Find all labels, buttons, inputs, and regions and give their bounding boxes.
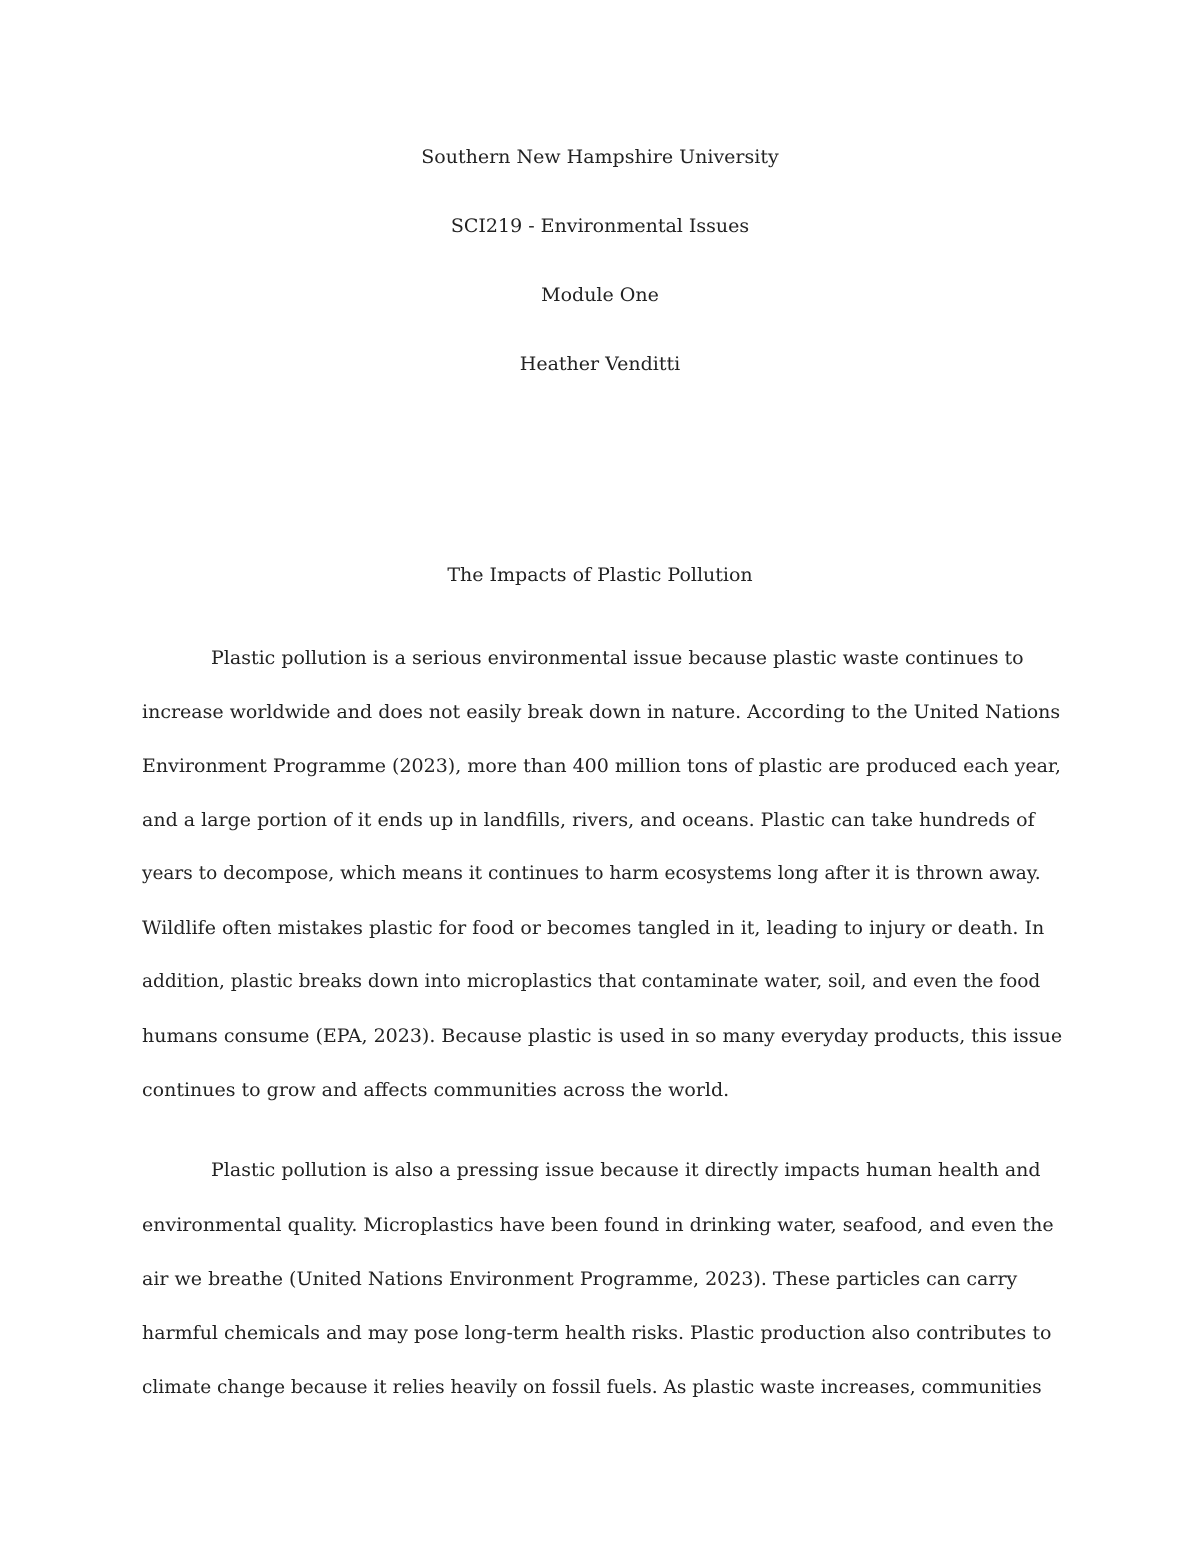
paragraph-2-line: harmful chemicals and may pose long-term health risks. Plastic production also contributes to — [142, 1322, 1052, 1344]
paragraph-1-line: Wildlife often mistakes plastic for food or becomes tangled in it, leading to injury or death. In — [142, 917, 1045, 939]
paragraph-2-line: air we breathe (United Nations Environment Programme, 2023). These particles can carry — [142, 1268, 1018, 1290]
course-title: SCI219 - Environmental Issues — [450, 215, 750, 237]
paragraph-1-line: Environment Programme (2023), more than 400 million tons of plastic are produced each year, — [142, 755, 1061, 777]
author-name: Heather Venditti — [519, 353, 681, 375]
paragraph-1-line: continues to grow and affects communities across the world. — [142, 1079, 730, 1101]
paragraph-1-line: Plastic pollution is a serious environmental issue because plastic waste continues to — [211, 647, 1024, 669]
paragraph-1-line: increase worldwide and does not easily break down in nature. According to the United Nations — [142, 701, 1061, 723]
essay-title: The Impacts of Plastic Pollution — [447, 564, 753, 586]
paragraph-1-line: addition, plastic breaks down into microplastics that contaminate water, soil, and even the food — [142, 971, 1041, 992]
paragraph-1-line: years to decompose, which means it continues to harm ecosystems long after it is thrown away. — [142, 863, 1041, 884]
paragraph-2-line: Plastic pollution is also a pressing issue because it directly impacts human health and — [211, 1159, 1041, 1181]
university-name: Southern New Hampshire University — [421, 146, 779, 168]
paragraph-1-line: humans consume (EPA, 2023). Because plastic is used in so many everyday products, this issue — [142, 1025, 1063, 1047]
paragraph-2-line: environmental quality. Microplastics have been found in drinking water, seafood, and even the — [142, 1214, 1054, 1236]
module-label: Module One — [541, 284, 659, 306]
paragraph-2-line: climate change because it relies heavily on fossil fuels. As plastic waste increases, communities — [142, 1377, 1042, 1398]
cover-block — [0, 140, 1200, 416]
paragraph-1-line: and a large portion of it ends up in landfills, rivers, and oceans. Plastic can take hundreds of — [142, 809, 1035, 831]
